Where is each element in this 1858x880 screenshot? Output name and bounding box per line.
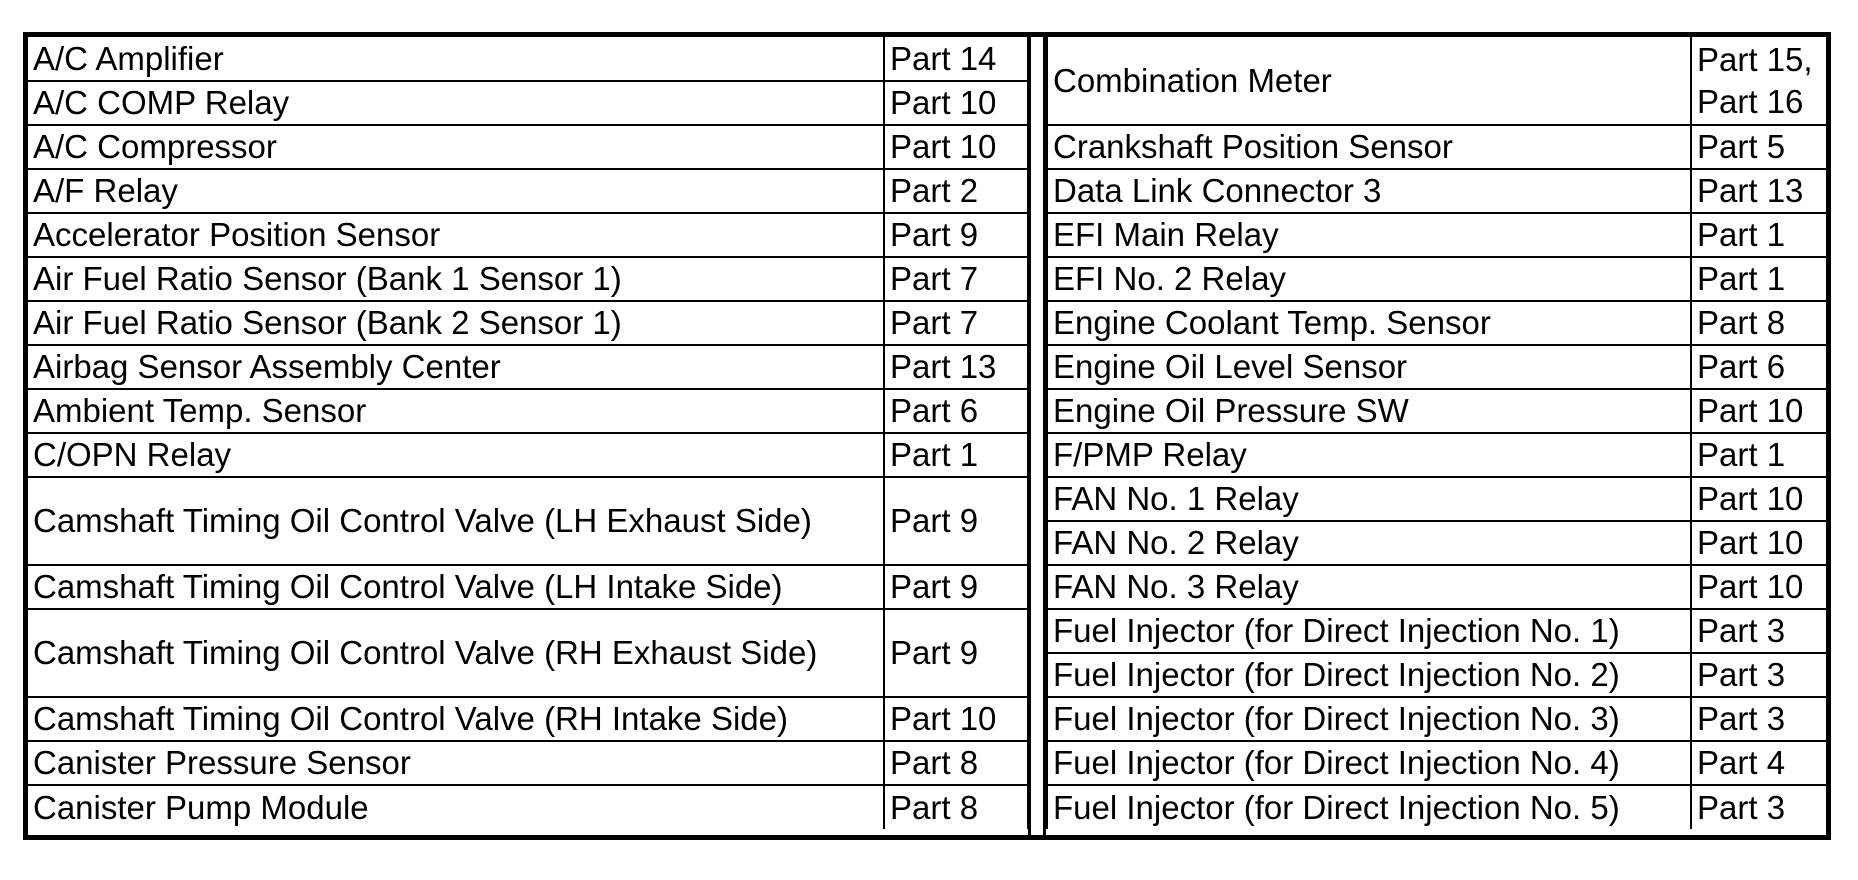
component-name: Air Fuel Ratio Sensor (Bank 2 Sensor 1) — [28, 301, 884, 345]
part-reference: Part 8 — [884, 785, 1028, 829]
table-row — [28, 257, 1028, 301]
component-name: Air Fuel Ratio Sensor (Bank 1 Sensor 1) — [28, 257, 884, 301]
table-row — [28, 345, 1028, 389]
part-reference: Part 10 — [1691, 477, 1827, 521]
table-row — [28, 301, 1028, 345]
part-reference: Part 2 — [884, 169, 1028, 213]
component-name: Engine Oil Level Sensor — [1047, 345, 1691, 389]
table-row — [28, 213, 1028, 257]
component-name: Airbag Sensor Assembly Center — [28, 345, 884, 389]
part-reference: Part 3 — [1691, 653, 1827, 697]
part-reference: Part 9 — [884, 609, 1028, 697]
table-row — [1047, 125, 1827, 169]
table-row — [1047, 741, 1827, 785]
component-name: Camshaft Timing Oil Control Valve (LH Intake Side) — [28, 565, 884, 609]
component-name: Camshaft Timing Oil Control Valve (LH Exhaust Side) — [28, 477, 884, 565]
component-name: Fuel Injector (for Direct Injection No. 1) — [1047, 609, 1691, 653]
component-name: EFI No. 2 Relay — [1047, 257, 1691, 301]
table-row — [28, 477, 1028, 565]
component-name: Data Link Connector 3 — [1047, 169, 1691, 213]
part-reference: Part 7 — [884, 257, 1028, 301]
part-reference: Part 1 — [1691, 213, 1827, 257]
part-reference: Part 10 — [1691, 389, 1827, 433]
part-reference: Part 5 — [1691, 125, 1827, 169]
component-name: Camshaft Timing Oil Control Valve (RH Exhaust Side) — [28, 609, 884, 697]
component-name: Fuel Injector (for Direct Injection No. 2) — [1047, 653, 1691, 697]
component-name: Camshaft Timing Oil Control Valve (RH Intake Side) — [28, 697, 884, 741]
component-name: A/C COMP Relay — [28, 81, 884, 125]
table-row — [28, 389, 1028, 433]
table-row — [28, 565, 1028, 609]
table-row — [1047, 213, 1827, 257]
part-reference: Part 9 — [884, 477, 1028, 565]
component-name: Combination Meter — [1047, 37, 1691, 125]
part-reference: Part 9 — [884, 565, 1028, 609]
parts-location-index — [23, 32, 1831, 840]
right-index-table — [1046, 37, 1827, 829]
part-reference: Part 3 — [1691, 785, 1827, 829]
part-reference: Part 7 — [884, 301, 1028, 345]
component-name: Fuel Injector (for Direct Injection No. 3) — [1047, 697, 1691, 741]
component-name: Canister Pressure Sensor — [28, 741, 884, 785]
table-row — [1047, 609, 1827, 653]
table-row — [1047, 697, 1827, 741]
part-reference: Part 3 — [1691, 609, 1827, 653]
component-name: Accelerator Position Sensor — [28, 213, 884, 257]
part-reference: Part 6 — [884, 389, 1028, 433]
table-row — [28, 785, 1028, 829]
table-row — [28, 697, 1028, 741]
table-row — [28, 741, 1028, 785]
part-reference: Part 13 — [1691, 169, 1827, 213]
component-name: EFI Main Relay — [1047, 213, 1691, 257]
table-row — [28, 433, 1028, 477]
component-name: F/PMP Relay — [1047, 433, 1691, 477]
part-reference: Part 1 — [884, 433, 1028, 477]
component-name: Canister Pump Module — [28, 785, 884, 829]
table-row — [28, 609, 1028, 697]
table-row — [1047, 345, 1827, 389]
left-index-table — [28, 37, 1029, 829]
table-row — [28, 169, 1028, 213]
component-name: Ambient Temp. Sensor — [28, 389, 884, 433]
part-reference: Part 14 — [884, 37, 1028, 81]
table-row — [1047, 785, 1827, 829]
part-reference: Part 15, Part 16 — [1691, 37, 1827, 125]
table-row — [28, 81, 1028, 125]
table-row — [1047, 37, 1827, 125]
table-row — [1047, 169, 1827, 213]
component-name: Fuel Injector (for Direct Injection No. 4) — [1047, 741, 1691, 785]
part-reference: Part 9 — [884, 213, 1028, 257]
part-reference: Part 4 — [1691, 741, 1827, 785]
component-name: A/F Relay — [28, 169, 884, 213]
part-reference: Part 10 — [884, 125, 1028, 169]
component-name: Engine Oil Pressure SW — [1047, 389, 1691, 433]
table-row — [28, 37, 1028, 81]
part-reference: Part 10 — [1691, 521, 1827, 565]
component-name: FAN No. 3 Relay — [1047, 565, 1691, 609]
column-divider — [1028, 37, 1046, 835]
part-reference: Part 8 — [884, 741, 1028, 785]
part-reference: Part 6 — [1691, 345, 1827, 389]
component-name: Engine Coolant Temp. Sensor — [1047, 301, 1691, 345]
component-name: Fuel Injector (for Direct Injection No. 5) — [1047, 785, 1691, 829]
table-row — [1047, 389, 1827, 433]
table-row — [1047, 301, 1827, 345]
part-reference: Part 8 — [1691, 301, 1827, 345]
table-row — [1047, 565, 1827, 609]
table-row — [28, 125, 1028, 169]
part-reference: Part 10 — [1691, 565, 1827, 609]
component-name: FAN No. 2 Relay — [1047, 521, 1691, 565]
table-row — [1047, 521, 1827, 565]
table-row — [1047, 433, 1827, 477]
component-name: A/C Compressor — [28, 125, 884, 169]
table-row — [1047, 477, 1827, 521]
part-reference: Part 1 — [1691, 433, 1827, 477]
table-row — [1047, 257, 1827, 301]
component-name: FAN No. 1 Relay — [1047, 477, 1691, 521]
component-name: A/C Amplifier — [28, 37, 884, 81]
part-reference: Part 10 — [884, 697, 1028, 741]
table-row — [1047, 653, 1827, 697]
part-reference: Part 13 — [884, 345, 1028, 389]
component-name: C/OPN Relay — [28, 433, 884, 477]
part-reference: Part 1 — [1691, 257, 1827, 301]
part-reference: Part 3 — [1691, 697, 1827, 741]
part-reference: Part 10 — [884, 81, 1028, 125]
component-name: Crankshaft Position Sensor — [1047, 125, 1691, 169]
